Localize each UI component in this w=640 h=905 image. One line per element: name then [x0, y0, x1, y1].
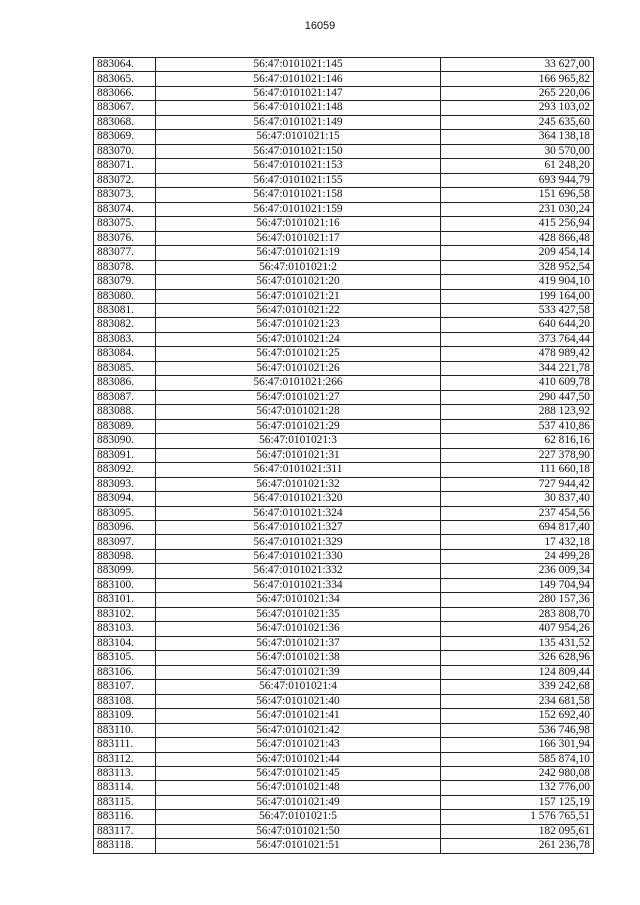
cadastral-value-cell: 410 609,78: [441, 376, 594, 390]
cadastral-value-cell: 283 808,70: [441, 607, 594, 621]
cadastral-number-cell: 56:47:0101021:31: [156, 448, 441, 462]
table-row: [94, 303, 594, 317]
cadastral-number-cell: 56:47:0101021:150: [156, 144, 441, 158]
table-row: [94, 72, 594, 86]
table-row: [94, 260, 594, 274]
table-row: [94, 86, 594, 100]
row-number-cell: 883118.: [94, 839, 156, 853]
row-number-cell: 883105.: [94, 651, 156, 665]
cadastral-number-cell: 56:47:0101021:153: [156, 159, 441, 173]
cadastral-number-cell: 56:47:0101021:49: [156, 795, 441, 809]
table-row: [94, 405, 594, 419]
row-number-cell: 883080.: [94, 289, 156, 303]
cadastral-value-cell: 428 866,48: [441, 231, 594, 245]
table-row: [94, 607, 594, 621]
cadastral-value-cell: 288 123,92: [441, 405, 594, 419]
table-row: [94, 101, 594, 115]
row-number-cell: 883100.: [94, 578, 156, 592]
row-number-cell: 883074.: [94, 202, 156, 216]
table-row: [94, 564, 594, 578]
row-number-cell: 883071.: [94, 159, 156, 173]
cadastral-number-cell: 56:47:0101021:146: [156, 72, 441, 86]
cadastral-value-cell: 640 644,20: [441, 318, 594, 332]
table-row: [94, 795, 594, 809]
table-row: [94, 549, 594, 563]
cadastral-number-cell: 56:47:0101021:19: [156, 246, 441, 260]
cadastral-number-cell: 56:47:0101021:149: [156, 115, 441, 129]
cadastral-value-cell: 182 095,61: [441, 824, 594, 838]
cadastral-value-cell: 407 954,26: [441, 622, 594, 636]
cadastral-value-cell: 227 378,90: [441, 448, 594, 462]
table-row: [94, 636, 594, 650]
cadastral-value-cell: 33 627,00: [441, 58, 594, 72]
table-row: [94, 824, 594, 838]
cadastral-number-cell: 56:47:0101021:17: [156, 231, 441, 245]
cadastral-number-cell: 56:47:0101021:147: [156, 86, 441, 100]
row-number-cell: 883082.: [94, 318, 156, 332]
row-number-cell: 883103.: [94, 622, 156, 636]
table-row: [94, 839, 594, 853]
row-number-cell: 883117.: [94, 824, 156, 838]
table-row: [94, 144, 594, 158]
table-row: [94, 361, 594, 375]
cadastral-number-cell: 56:47:0101021:35: [156, 607, 441, 621]
table-row: [94, 130, 594, 144]
row-number-cell: 883111.: [94, 738, 156, 752]
table-row: [94, 738, 594, 752]
row-number-cell: 883083.: [94, 332, 156, 346]
row-number-cell: 883076.: [94, 231, 156, 245]
cadastral-value-cell: 237 454,56: [441, 506, 594, 520]
row-number-cell: 883075.: [94, 217, 156, 231]
cadastral-number-cell: 56:47:0101021:38: [156, 651, 441, 665]
cadastral-number-cell: 56:47:0101021:36: [156, 622, 441, 636]
cadastral-value-table: [93, 57, 594, 854]
row-number-cell: 883079.: [94, 275, 156, 289]
cadastral-number-cell: 56:47:0101021:158: [156, 188, 441, 202]
row-number-cell: 883090.: [94, 434, 156, 448]
cadastral-number-cell: 56:47:0101021:40: [156, 694, 441, 708]
row-number-cell: 883077.: [94, 246, 156, 260]
cadastral-value-cell: 328 952,54: [441, 260, 594, 274]
row-number-cell: 883069.: [94, 130, 156, 144]
table-row: [94, 115, 594, 129]
table-row: [94, 578, 594, 592]
cadastral-value-cell: 209 454,14: [441, 246, 594, 260]
row-number-cell: 883096.: [94, 521, 156, 535]
cadastral-number-cell: 56:47:0101021:332: [156, 564, 441, 578]
table-row: [94, 752, 594, 766]
row-number-cell: 883078.: [94, 260, 156, 274]
row-number-cell: 883065.: [94, 72, 156, 86]
cadastral-number-cell: 56:47:0101021:2: [156, 260, 441, 274]
table-row: [94, 202, 594, 216]
cadastral-value-cell: 30 837,40: [441, 492, 594, 506]
row-number-cell: 883086.: [94, 376, 156, 390]
cadastral-number-cell: 56:47:0101021:34: [156, 593, 441, 607]
table-row: [94, 593, 594, 607]
table-row: [94, 217, 594, 231]
cadastral-value-cell: 537 410,86: [441, 419, 594, 433]
table-row: [94, 810, 594, 824]
cadastral-value-cell: 1 576 765,51: [441, 810, 594, 824]
row-number-cell: 883087.: [94, 390, 156, 404]
table-row: [94, 622, 594, 636]
cadastral-number-cell: 56:47:0101021:15: [156, 130, 441, 144]
row-number-cell: 883113.: [94, 766, 156, 780]
row-number-cell: 883091.: [94, 448, 156, 462]
row-number-cell: 883064.: [94, 58, 156, 72]
cadastral-number-cell: 56:47:0101021:148: [156, 101, 441, 115]
cadastral-value-cell: 727 944,42: [441, 477, 594, 491]
table-row: [94, 723, 594, 737]
cadastral-number-cell: 56:47:0101021:266: [156, 376, 441, 390]
row-number-cell: 883094.: [94, 492, 156, 506]
row-number-cell: 883066.: [94, 86, 156, 100]
cadastral-value-cell: 152 692,40: [441, 709, 594, 723]
cadastral-value-cell: 236 009,34: [441, 564, 594, 578]
row-number-cell: 883070.: [94, 144, 156, 158]
row-number-cell: 883107.: [94, 680, 156, 694]
row-number-cell: 883099.: [94, 564, 156, 578]
row-number-cell: 883116.: [94, 810, 156, 824]
row-number-cell: 883104.: [94, 636, 156, 650]
cadastral-value-cell: 24 499,28: [441, 549, 594, 563]
row-number-cell: 883101.: [94, 593, 156, 607]
table-row: [94, 535, 594, 549]
cadastral-number-cell: 56:47:0101021:42: [156, 723, 441, 737]
table-row: [94, 289, 594, 303]
cadastral-number-cell: 56:47:0101021:327: [156, 521, 441, 535]
row-number-cell: 883073.: [94, 188, 156, 202]
table-row: [94, 318, 594, 332]
table-row: [94, 694, 594, 708]
cadastral-value-cell: 245 635,60: [441, 115, 594, 129]
cadastral-value-cell: 280 157,36: [441, 593, 594, 607]
page-number: 16059: [304, 20, 336, 32]
cadastral-value-cell: 693 944,79: [441, 173, 594, 187]
cadastral-number-cell: 56:47:0101021:159: [156, 202, 441, 216]
cadastral-number-cell: 56:47:0101021:311: [156, 463, 441, 477]
table-row: [94, 246, 594, 260]
table-row: [94, 477, 594, 491]
table-row: [94, 448, 594, 462]
row-number-cell: 883112.: [94, 752, 156, 766]
cadastral-number-cell: 56:47:0101021:329: [156, 535, 441, 549]
table-row: [94, 766, 594, 780]
cadastral-number-cell: 56:47:0101021:48: [156, 781, 441, 795]
cadastral-value-cell: 419 904,10: [441, 275, 594, 289]
cadastral-value-cell: 364 138,18: [441, 130, 594, 144]
cadastral-number-cell: 56:47:0101021:16: [156, 217, 441, 231]
table-row: [94, 651, 594, 665]
cadastral-value-cell: 231 030,24: [441, 202, 594, 216]
row-number-cell: 883109.: [94, 709, 156, 723]
row-number-cell: 883067.: [94, 101, 156, 115]
cadastral-value-cell: 199 164,00: [441, 289, 594, 303]
cadastral-number-cell: 56:47:0101021:320: [156, 492, 441, 506]
row-number-cell: 883085.: [94, 361, 156, 375]
cadastral-value-cell: 536 746,98: [441, 723, 594, 737]
row-number-cell: 883088.: [94, 405, 156, 419]
cadastral-value-cell: 157 125,19: [441, 795, 594, 809]
table-body: [94, 58, 594, 854]
row-number-cell: 883092.: [94, 463, 156, 477]
cadastral-number-cell: 56:47:0101021:22: [156, 303, 441, 317]
cadastral-number-cell: 56:47:0101021:4: [156, 680, 441, 694]
table-row: [94, 58, 594, 72]
row-number-cell: 883081.: [94, 303, 156, 317]
cadastral-number-cell: 56:47:0101021:44: [156, 752, 441, 766]
row-number-cell: 883097.: [94, 535, 156, 549]
row-number-cell: 883108.: [94, 694, 156, 708]
table-row: [94, 188, 594, 202]
row-number-cell: 883102.: [94, 607, 156, 621]
cadastral-number-cell: 56:47:0101021:51: [156, 839, 441, 853]
row-number-cell: 883095.: [94, 506, 156, 520]
cadastral-number-cell: 56:47:0101021:25: [156, 347, 441, 361]
cadastral-number-cell: 56:47:0101021:29: [156, 419, 441, 433]
cadastral-number-cell: 56:47:0101021:5: [156, 810, 441, 824]
table-row: [94, 434, 594, 448]
row-number-cell: 883114.: [94, 781, 156, 795]
cadastral-value-cell: 135 431,52: [441, 636, 594, 650]
cadastral-value-cell: 166 965,82: [441, 72, 594, 86]
cadastral-value-cell: 415 256,94: [441, 217, 594, 231]
table-row: [94, 521, 594, 535]
table-row: [94, 419, 594, 433]
cadastral-value-cell: 149 704,94: [441, 578, 594, 592]
table-row: [94, 275, 594, 289]
cadastral-number-cell: 56:47:0101021:37: [156, 636, 441, 650]
cadastral-number-cell: 56:47:0101021:20: [156, 275, 441, 289]
cadastral-number-cell: 56:47:0101021:3: [156, 434, 441, 448]
row-number-cell: 883089.: [94, 419, 156, 433]
table-row: [94, 709, 594, 723]
row-number-cell: 883106.: [94, 665, 156, 679]
table-row: [94, 665, 594, 679]
cadastral-number-cell: 56:47:0101021:41: [156, 709, 441, 723]
cadastral-number-cell: 56:47:0101021:50: [156, 824, 441, 838]
table-row: [94, 463, 594, 477]
cadastral-number-cell: 56:47:0101021:324: [156, 506, 441, 520]
cadastral-value-cell: 533 427,58: [441, 303, 594, 317]
cadastral-value-cell: 17 432,18: [441, 535, 594, 549]
cadastral-value-cell: 242 980,08: [441, 766, 594, 780]
table-row: [94, 680, 594, 694]
cadastral-value-cell: 111 660,18: [441, 463, 594, 477]
table-row: [94, 173, 594, 187]
cadastral-value-cell: 585 874,10: [441, 752, 594, 766]
table-row: [94, 347, 594, 361]
cadastral-value-cell: 373 764,44: [441, 332, 594, 346]
cadastral-value-cell: 62 816,16: [441, 434, 594, 448]
cadastral-value-cell: 61 248,20: [441, 159, 594, 173]
cadastral-value-cell: 293 103,02: [441, 101, 594, 115]
cadastral-number-cell: 56:47:0101021:155: [156, 173, 441, 187]
row-number-cell: 883084.: [94, 347, 156, 361]
row-number-cell: 883110.: [94, 723, 156, 737]
cadastral-value-cell: 124 809,44: [441, 665, 594, 679]
cadastral-value-cell: 694 817,40: [441, 521, 594, 535]
cadastral-number-cell: 56:47:0101021:43: [156, 738, 441, 752]
table-row: [94, 231, 594, 245]
table-row: [94, 781, 594, 795]
cadastral-value-cell: 326 628,96: [441, 651, 594, 665]
cadastral-value-cell: 478 989,42: [441, 347, 594, 361]
cadastral-value-cell: 265 220,06: [441, 86, 594, 100]
cadastral-value-cell: 166 301,94: [441, 738, 594, 752]
cadastral-value-cell: 234 681,58: [441, 694, 594, 708]
cadastral-number-cell: 56:47:0101021:26: [156, 361, 441, 375]
row-number-cell: 883093.: [94, 477, 156, 491]
cadastral-value-cell: 261 236,78: [441, 839, 594, 853]
cadastral-value-cell: 339 242,68: [441, 680, 594, 694]
cadastral-number-cell: 56:47:0101021:23: [156, 318, 441, 332]
row-number-cell: 883098.: [94, 549, 156, 563]
table-row: [94, 332, 594, 346]
cadastral-number-cell: 56:47:0101021:39: [156, 665, 441, 679]
cadastral-number-cell: 56:47:0101021:32: [156, 477, 441, 491]
row-number-cell: 883072.: [94, 173, 156, 187]
cadastral-number-cell: 56:47:0101021:45: [156, 766, 441, 780]
row-number-cell: 883115.: [94, 795, 156, 809]
cadastral-value-cell: 151 696,58: [441, 188, 594, 202]
cadastral-number-cell: 56:47:0101021:334: [156, 578, 441, 592]
table-row: [94, 506, 594, 520]
cadastral-number-cell: 56:47:0101021:145: [156, 58, 441, 72]
cadastral-value-cell: 30 570,00: [441, 144, 594, 158]
cadastral-number-cell: 56:47:0101021:28: [156, 405, 441, 419]
cadastral-value-cell: 132 776,00: [441, 781, 594, 795]
table-row: [94, 159, 594, 173]
cadastral-number-cell: 56:47:0101021:27: [156, 390, 441, 404]
table-row: [94, 390, 594, 404]
cadastral-number-cell: 56:47:0101021:24: [156, 332, 441, 346]
cadastral-number-cell: 56:47:0101021:21: [156, 289, 441, 303]
row-number-cell: 883068.: [94, 115, 156, 129]
cadastral-value-cell: 344 221,78: [441, 361, 594, 375]
table-row: [94, 376, 594, 390]
cadastral-value-cell: 290 447,50: [441, 390, 594, 404]
table-row: [94, 492, 594, 506]
cadastral-number-cell: 56:47:0101021:330: [156, 549, 441, 563]
